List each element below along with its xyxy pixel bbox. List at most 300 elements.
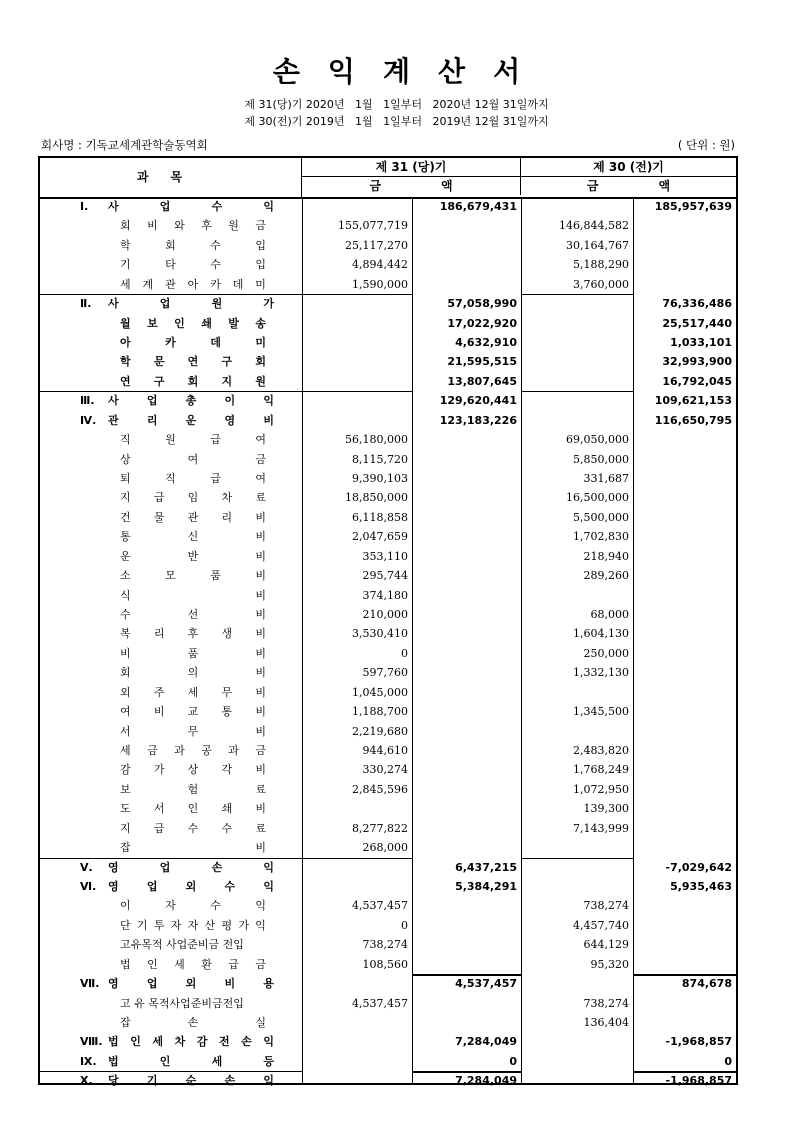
amount-c1: 738,274 (362, 938, 408, 952)
amount-c3 (521, 391, 633, 410)
amount-c3: 16,500,000 (566, 491, 629, 505)
amount-c3 (521, 586, 633, 605)
amount-c4 (633, 896, 736, 915)
amount-c3: 3,760,000 (573, 277, 629, 291)
amount-c1: 0 (401, 646, 408, 660)
amount-c4: -7,029,642 (665, 860, 732, 874)
row-label: 당 기 순 손 익 (108, 1074, 274, 1088)
row-label: 잡 손 실 (120, 1016, 266, 1030)
row-label: 단 기 투 자 자 산 평 가 익 (120, 918, 266, 932)
amount-c4: 5,935,463 (670, 880, 732, 894)
table-row (40, 275, 736, 294)
row-roman-numeral: Ⅲ. (80, 394, 95, 408)
row-label: 세 계 관 아 카 데 미 (120, 277, 266, 291)
row-roman-numeral: Ⅷ. (80, 1035, 103, 1049)
amount-c3: 5,188,290 (573, 258, 629, 272)
amount-c4 (633, 605, 736, 624)
amount-c1: 155,077,719 (338, 219, 408, 233)
amount-c1: 4,537,457 (352, 899, 408, 913)
row-label: 학 문 연 구 회 (120, 355, 266, 369)
table-row (40, 566, 736, 585)
table-row (40, 333, 736, 352)
amount-c4 (633, 469, 736, 488)
row-roman-numeral: Ⅶ. (80, 977, 100, 991)
table-row (40, 411, 736, 430)
amount-c2 (412, 683, 521, 702)
amount-c1: 6,118,858 (352, 510, 408, 524)
table-row (40, 1032, 736, 1051)
amount-c1 (302, 877, 412, 896)
amount-c2 (412, 624, 521, 643)
table-row (40, 935, 736, 954)
amount-c3 (521, 294, 633, 313)
amount-c4 (633, 916, 736, 935)
table-row (40, 799, 736, 818)
row-label: 고 유 목적사업준비금전입 (120, 996, 244, 1010)
period-current: 제 31(당)기 2020년 1월 1일부터 2020년 12월 31일까지 (244, 98, 549, 111)
amount-c1: 56,180,000 (345, 433, 408, 447)
amount-c3 (521, 314, 633, 333)
table-row (40, 896, 736, 915)
table-row (40, 372, 736, 391)
table-row (40, 722, 736, 741)
amount-c1: 1,188,700 (352, 705, 408, 719)
amount-c4 (633, 955, 736, 974)
amount-c4 (633, 236, 736, 255)
amount-c4 (633, 216, 736, 235)
amount-c4 (633, 275, 736, 294)
row-label: 법 인 세 등 (108, 1054, 274, 1068)
amount-c1: 108,560 (362, 957, 408, 971)
row-label: 감 가 상 각 비 (120, 763, 266, 777)
amount-c4: 16,792,045 (662, 374, 732, 388)
amount-c3 (521, 838, 633, 857)
table-row (40, 624, 736, 643)
table-row (40, 314, 736, 333)
amount-c1: 597,760 (362, 666, 408, 680)
amount-c3 (521, 858, 633, 877)
amount-c2: 186,679,431 (439, 200, 517, 213)
amount-c1: 353,110 (362, 549, 408, 563)
amount-c2 (412, 527, 521, 546)
amount-c3: 738,274 (583, 996, 629, 1010)
amount-c1 (302, 1013, 412, 1032)
row-label: 식 비 (120, 588, 266, 602)
amount-c3: 1,072,950 (573, 782, 629, 796)
table-row (40, 955, 736, 974)
amount-c4 (633, 450, 736, 469)
amount-c1: 944,610 (362, 744, 408, 758)
amount-c4 (633, 702, 736, 721)
table-row (40, 605, 736, 624)
row-label: 보 험 료 (120, 782, 266, 796)
row-separator (412, 974, 521, 976)
amount-c3 (521, 683, 633, 702)
amount-c3: 738,274 (583, 899, 629, 913)
row-roman-numeral: Ⅹ. (80, 1074, 93, 1088)
period-previous: 제 30(전)기 2019년 1월 1일부터 2019년 12월 31일까지 (244, 115, 549, 128)
amount-c2: 57,058,990 (447, 297, 517, 311)
row-label: 지 급 임 차 료 (120, 491, 266, 505)
amount-c3: 4,457,740 (573, 918, 629, 932)
table-row (40, 741, 736, 760)
amount-c2 (412, 644, 521, 663)
amount-c1: 2,047,659 (352, 530, 408, 544)
amount-c2 (412, 741, 521, 760)
amount-c2: 7,284,049 (455, 1074, 517, 1088)
amount-c1 (302, 1032, 412, 1051)
row-label: 법 인 세 환 급 금 (120, 957, 266, 971)
table-row (40, 702, 736, 721)
amount-c3 (521, 1052, 633, 1071)
amount-c3 (521, 1032, 633, 1051)
amount-c1: 3,530,410 (352, 627, 408, 641)
amount-c3: 7,143,999 (573, 821, 629, 835)
row-label: 도 서 인 쇄 비 (120, 802, 266, 816)
table-row (40, 1013, 736, 1032)
row-label: 사 업 원 가 (108, 297, 274, 311)
row-separator (40, 1071, 302, 1072)
amount-c2: 129,620,441 (439, 394, 517, 408)
amount-c2 (412, 799, 521, 818)
amount-c2 (412, 935, 521, 954)
row-roman-numeral: Ⅵ. (80, 880, 97, 894)
amount-c2 (412, 838, 521, 857)
row-label: 영 업 손 익 (108, 860, 274, 874)
header-current-amount: 금액 (302, 177, 521, 195)
amount-c1 (302, 197, 412, 216)
row-label: 비 품 비 (120, 646, 266, 660)
amount-c2 (412, 916, 521, 935)
amount-c1: 4,894,442 (352, 258, 408, 272)
row-label: 복 리 후 생 비 (120, 627, 266, 641)
amount-c3: 1,345,500 (573, 705, 629, 719)
amount-c4: 0 (724, 1054, 732, 1068)
row-roman-numeral: Ⅴ. (80, 860, 93, 874)
amount-c4 (633, 780, 736, 799)
row-label: 세 금 과 공 과 금 (120, 744, 266, 758)
row-label: 회 비 와 후 원 금 (120, 219, 266, 233)
table-row (40, 294, 736, 313)
table-row (40, 838, 736, 857)
amount-c3: 218,940 (583, 549, 629, 563)
row-label: 지 급 수 수 료 (120, 821, 266, 835)
amount-c4 (633, 644, 736, 663)
amount-c2: 7,284,049 (455, 1035, 517, 1049)
amount-c4 (633, 1013, 736, 1032)
amount-c1 (302, 411, 412, 430)
amount-c1: 268,000 (362, 841, 408, 855)
row-label: 잡 비 (120, 841, 266, 855)
amount-c1: 210,000 (362, 608, 408, 622)
amount-c3: 146,844,582 (559, 219, 629, 233)
table-row (40, 858, 736, 877)
amount-c3: 30,164,767 (566, 238, 629, 252)
amount-c1 (302, 333, 412, 352)
amount-c2: 123,183,226 (439, 413, 517, 427)
amount-c1 (302, 1052, 412, 1071)
row-separator (521, 391, 633, 392)
amount-c4 (633, 624, 736, 643)
table-row (40, 1071, 736, 1090)
amount-c3: 136,404 (583, 1016, 629, 1030)
document-title: 손익계산서 (272, 55, 549, 88)
amount-c1: 2,845,596 (352, 782, 408, 796)
amount-c4: -1,968,857 (665, 1074, 732, 1088)
row-label: 관 리 운 영 비 (108, 413, 274, 427)
row-separator (633, 1071, 736, 1073)
row-label: 고유목적 사업준비금 전입 (120, 938, 244, 952)
amount-c4 (633, 935, 736, 954)
row-label: 기 타 수 입 (120, 258, 266, 272)
amount-c4: 1,033,101 (670, 336, 732, 349)
amount-c1 (302, 314, 412, 333)
table-row (40, 994, 736, 1013)
amount-c2 (412, 236, 521, 255)
amount-c1: 25,117,270 (345, 238, 408, 252)
row-separator (40, 391, 412, 392)
amount-c3: 250,000 (583, 646, 629, 660)
amount-c1 (302, 352, 412, 371)
amount-c4 (633, 586, 736, 605)
amount-c3: 5,850,000 (573, 452, 629, 466)
amount-c4 (633, 566, 736, 585)
amount-c4 (633, 547, 736, 566)
amount-c3: 69,050,000 (566, 433, 629, 447)
row-label: 사 업 수 익 (108, 200, 274, 213)
amount-c1: 1,045,000 (352, 685, 408, 699)
table-row (40, 644, 736, 663)
table-row (40, 488, 736, 507)
amount-c1: 295,744 (362, 569, 408, 583)
amount-c3: 68,000 (590, 608, 629, 622)
table-row (40, 586, 736, 605)
row-label: 사 업 총 이 익 (108, 394, 274, 408)
amount-c2 (412, 702, 521, 721)
amount-c3: 2,483,820 (573, 744, 629, 758)
amount-c2: 17,022,920 (447, 316, 517, 330)
amount-c3: 331,687 (583, 472, 629, 486)
amount-c2: 21,595,515 (447, 355, 517, 369)
amount-c2 (412, 547, 521, 566)
amount-c4 (633, 255, 736, 274)
amount-c4 (633, 508, 736, 527)
row-label: 서 무 비 (120, 724, 266, 738)
row-separator (521, 294, 633, 295)
amount-c4 (633, 741, 736, 760)
amount-c4 (633, 838, 736, 857)
amount-c2: 4,537,457 (455, 977, 517, 991)
amount-c4: 109,621,153 (654, 394, 732, 408)
row-label: 연 구 회 지 원 (120, 374, 266, 388)
amount-c4: 76,336,486 (662, 297, 732, 311)
amount-c2 (412, 1013, 521, 1032)
amount-c2 (412, 896, 521, 915)
amount-c3 (521, 974, 633, 993)
amount-c1: 9,390,103 (352, 472, 408, 486)
amount-c4 (633, 722, 736, 741)
amount-c1 (302, 858, 412, 877)
table-row (40, 780, 736, 799)
table-row (40, 197, 736, 216)
amount-c4: 185,957,639 (654, 200, 732, 213)
table-row (40, 877, 736, 896)
amount-c1: 2,219,680 (352, 724, 408, 738)
row-label: 외 주 세 무 비 (120, 685, 266, 699)
table-row (40, 974, 736, 993)
company-name: 회사명 : 기독교세계관학술동역회 (41, 138, 208, 152)
amount-c4 (633, 527, 736, 546)
table-row (40, 450, 736, 469)
row-separator (40, 858, 412, 859)
table-header (40, 158, 736, 199)
amount-c2 (412, 216, 521, 235)
amount-c3 (521, 352, 633, 371)
amount-c1 (302, 294, 412, 313)
amount-c2 (412, 780, 521, 799)
header-current-period: 제 31 (당)기 (302, 158, 521, 177)
row-label: 퇴 직 급 여 (120, 472, 266, 486)
row-roman-numeral: Ⅰ. (80, 200, 89, 213)
amount-c2 (412, 275, 521, 294)
amount-c2 (412, 430, 521, 449)
row-label: 운 반 비 (120, 549, 266, 563)
amount-c2 (412, 469, 521, 488)
amount-c3 (521, 877, 633, 896)
amount-c3: 139,300 (583, 802, 629, 816)
row-separator (412, 1071, 521, 1073)
row-label: 직 원 급 여 (120, 433, 266, 447)
row-label: 여 비 교 통 비 (120, 705, 266, 719)
amount-c4 (633, 663, 736, 682)
amount-c4: 32,993,900 (662, 355, 732, 369)
amount-c1: 374,180 (362, 588, 408, 602)
amount-c2 (412, 450, 521, 469)
amount-c1: 0 (401, 918, 408, 932)
amount-c1 (302, 1071, 412, 1090)
amount-c4 (633, 994, 736, 1013)
amount-c3 (521, 1071, 633, 1090)
amount-c1 (302, 799, 412, 818)
amount-c3: 289,260 (583, 569, 629, 583)
amount-c4 (633, 799, 736, 818)
amount-c2: 4,632,910 (455, 336, 517, 349)
amount-c1: 18,850,000 (345, 491, 408, 505)
amount-c2: 0 (509, 1054, 517, 1068)
amount-c2 (412, 722, 521, 741)
row-label: 소 모 품 비 (120, 569, 266, 583)
amount-c1: 330,274 (362, 763, 408, 777)
row-roman-numeral: Ⅸ. (80, 1054, 97, 1068)
row-label: 월 보 인 쇄 발 송 (120, 316, 266, 330)
amount-c3: 1,332,130 (573, 666, 629, 680)
amount-c4: 25,517,440 (662, 316, 732, 330)
amount-c1 (302, 372, 412, 391)
amount-c2: 6,437,215 (455, 860, 517, 874)
amount-c2 (412, 508, 521, 527)
row-label: 상 여 금 (120, 452, 266, 466)
table-row (40, 508, 736, 527)
row-roman-numeral: Ⅱ. (80, 297, 92, 311)
amount-c1: 1,590,000 (352, 277, 408, 291)
amount-c2 (412, 819, 521, 838)
amount-c2: 13,807,645 (447, 374, 517, 388)
amount-c3 (521, 411, 633, 430)
amount-c2 (412, 566, 521, 585)
row-label: 이 자 수 익 (120, 899, 266, 913)
amount-c3: 1,702,830 (573, 530, 629, 544)
row-label: 건 물 관 리 비 (120, 510, 266, 524)
amount-c4 (633, 488, 736, 507)
table-row (40, 255, 736, 274)
header-subject: 과목 (40, 158, 302, 197)
row-label: 학 회 수 입 (120, 238, 266, 252)
amount-c4 (633, 760, 736, 779)
amount-c1: 8,277,822 (352, 821, 408, 835)
amount-c4: -1,968,857 (665, 1035, 732, 1049)
amount-c4 (633, 819, 736, 838)
row-label: 법 인 세 차 감 전 손 익 (108, 1035, 274, 1049)
amount-c4 (633, 430, 736, 449)
amount-c3: 95,320 (590, 957, 629, 971)
table-row (40, 916, 736, 935)
amount-c2 (412, 255, 521, 274)
amount-c2 (412, 663, 521, 682)
amount-c4 (633, 683, 736, 702)
header-previous-period: 제 30 (전)기 (521, 158, 736, 177)
amount-c3: 1,768,249 (573, 763, 629, 777)
amount-c3 (521, 722, 633, 741)
amount-c1: 8,115,720 (352, 452, 408, 466)
row-separator (633, 974, 736, 976)
amount-c2 (412, 994, 521, 1013)
table-row (40, 683, 736, 702)
row-label: 회 의 비 (120, 666, 266, 680)
row-separator (521, 858, 633, 859)
table-row (40, 216, 736, 235)
header-previous-amount: 금액 (586, 179, 731, 193)
table-row (40, 469, 736, 488)
amount-c1 (302, 974, 412, 993)
amount-c4: 116,650,795 (654, 413, 732, 427)
row-label: 수 선 비 (120, 608, 266, 622)
row-separator (40, 294, 412, 295)
amount-c3 (521, 333, 633, 352)
income-statement-table (38, 156, 738, 1088)
amount-c2 (412, 760, 521, 779)
table-row (40, 819, 736, 838)
table-row (40, 352, 736, 371)
table-row (40, 391, 736, 410)
amount-c3: 5,500,000 (573, 510, 629, 524)
amount-c3 (521, 372, 633, 391)
amount-c2 (412, 955, 521, 974)
table-row (40, 1052, 736, 1071)
amount-c1 (302, 391, 412, 410)
amount-c2 (412, 488, 521, 507)
table-row (40, 663, 736, 682)
row-label: 영 업 외 수 익 (108, 880, 274, 894)
amount-c4: 874,678 (681, 977, 732, 991)
row-label: 통 신 비 (120, 530, 266, 544)
table-row (40, 430, 736, 449)
amount-c2 (412, 586, 521, 605)
unit-label: ( 단위 : 원) (677, 138, 735, 152)
amount-c1: 4,537,457 (352, 996, 408, 1010)
amount-c3 (521, 197, 633, 216)
table-row (40, 760, 736, 779)
amount-c2 (412, 605, 521, 624)
